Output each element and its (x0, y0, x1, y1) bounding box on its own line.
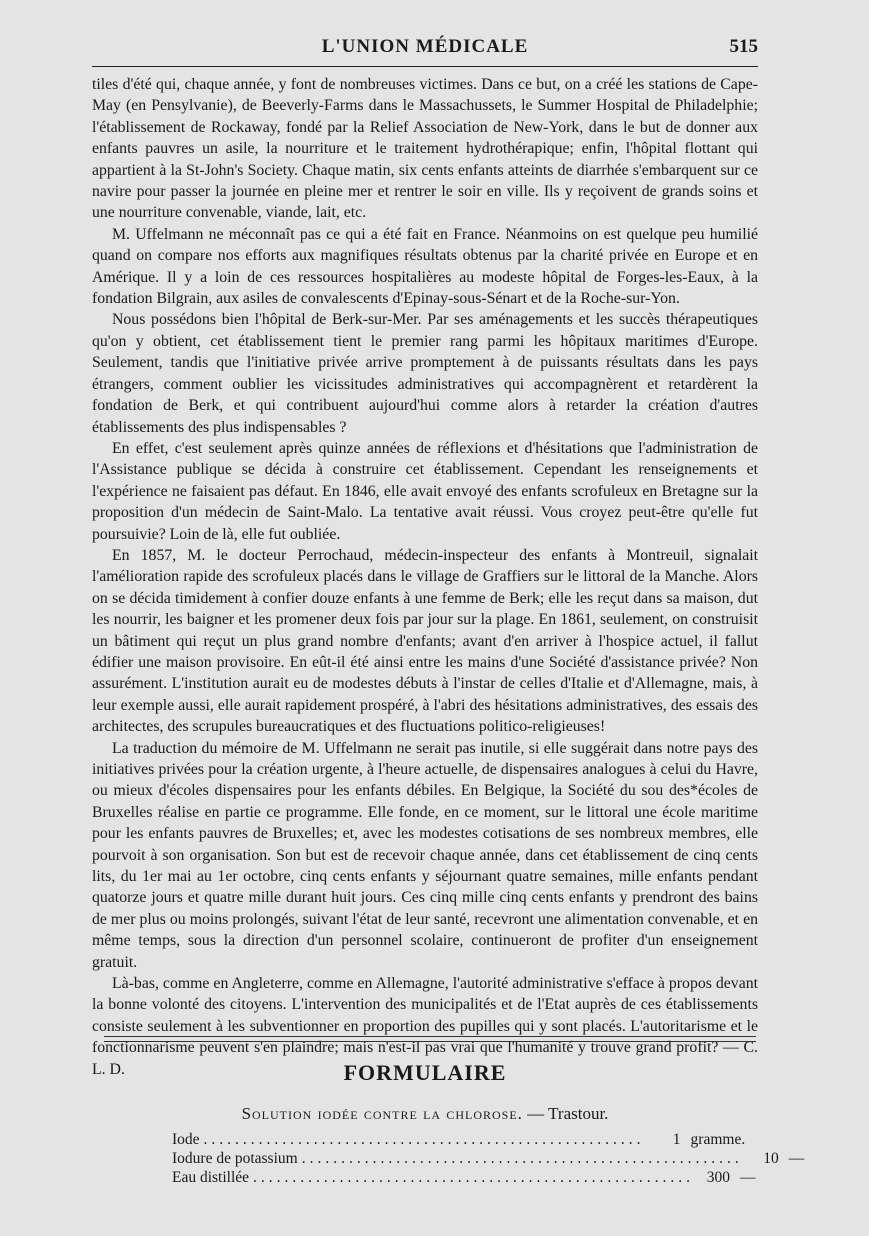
paragraph: M. Uffelmann ne méconnaît pas ce qui a été fait en France. Néanmoins on est quelque peu humilié quand on compare nos efforts aux magnifiques résultats obtenus par la charité privée en Europe et en Amérique. Il y a loin de ces ressources hospitalières au modeste hôpital de Forges-les-Eaux, à la fondation Bilgrain, aux asiles de convalescents d'Epinay-sous-Sénart et de la Roche-sur-Yon. (92, 225, 758, 308)
paragraph: Là-bas, comme en Angleterre, comme en Allemagne, l'autorité administrative s'efface à propos devant la bonne volonté des citoyens. L'intervention des municipalités et de l'Etat auprès de ces établissements consiste seulement à les subventionner en proportion des pupilles qui y sont placés. L'autoritarisme et le fonctionnarisme peuvent s'en plaindre; mais n'est-il pas vrai que l'humanité y trouve grand profit? — C. L. D. (92, 975, 758, 1078)
section-rule-bottom (104, 1041, 756, 1042)
ingredient-name: Iodure de potassium (172, 1150, 298, 1167)
ingredient-name: Eau distillée (172, 1169, 250, 1186)
running-title: L'UNION MÉDICALE (321, 36, 529, 57)
header-rule (92, 66, 758, 67)
ingredient-list (172, 1130, 805, 1187)
paragraph: tiles d'été qui, chaque année, y font de nombreuses victimes. Dans ce but, on a créé les stations de Cape-May (en Pensylvanie), de Beeverly-Farms dans le Massachussets, le Summer Hospital de Philadelphie; l'établissement de Rockaway, fondé par la Relief Association de New-York, dans le but de donner aux enfants pauvres un asile, la nourriture et le traitement hydrothérapique; enfin, l'hôpital flottant qui appartient à la St-John's Society. Chaque matin, six cents enfants atteints de diarrhée s'embarquent sur ce navire pour passer la journée en pleine mer et rentrer le soir en ville. Ils y reçoivent de grands soins et une nourriture convenable, viande, lait, etc. (92, 76, 758, 222)
ingredient-qty: 10 (763, 1150, 779, 1167)
ingredient-qty: 1 (672, 1131, 681, 1148)
paragraph: En 1857, M. le docteur Perrochaud, médecin-inspecteur des enfants à Montreuil, signalait l'amélioration rapide des scrofuleux placés dans le village de Graffiers sur le littoral de la Manche. Alors on se décida timidement à confier douze enfants à une femme de Berk; elle les reçut dans sa maison, dut les nourrir, les baigner et les promener deux fois par jour sur la plage. En 1861, seulement, on construisit un bâtiment qui reçut un plus grand nombre d'enfants; avant d'en arriver à l'hospice actuel, il fallut édifier une maison provisoire. En eût-il été ainsi entre les mains d'une Société d'assistance privée? Non assurément. L'institution aurait eu de modestes débuts à l'instar de celles d'Italie et d'Allemagne, mais, à leur exemple aussi, elle aurait rapidement prospéré, à l'abri des hésitations administratives, des essais des architectes, des scrupules bureaucratiques et des fluctuations politico-religieuses! (92, 546, 758, 736)
recipe-name: Solution iodée contre la chlorose. (241, 1104, 523, 1123)
paragraph: La traduction du mémoire de M. Uffelmann ne serait pas inutile, si elle suggérait dans notre pays des initiatives privées pour la création urgente, à l'heure actuelle, de dispensaires analogues à celui du Havre, ou mieux d'écoles dispensaires pour les enfants débiles. En Belgique, la Société du sou des*écoles de Bruxelles réalise en partie ce programme. Elle fonde, en ce moment, sur le littoral une école maritime pour les enfants pauvres de Bruxelles; et, avec les modestes cotisations de ses nombreux membres, elle pourvoit à son organisation. Son but est de recevoir chaque année, dans cet établissement de cinq cents lits, du 1er mai au 1er octobre, cinq cents enfants y séjournant quatre semaines, mille enfants pendant quatorze jours et quatre mille durant huit jours. Ces cinq mille cinq cents enfants y prendront des bains de mer plus ou moins prolongés, suivant l'état de leur santé, recevront une alimentation convenable, et en même temps, sous la direction d'un personnel scolaire, continueront de profiter d'un enseignement gratuit. (92, 739, 758, 971)
section-rule-top (104, 1036, 756, 1037)
recipe-title (92, 1104, 758, 1124)
leader-dots: ........................................................ (301, 1150, 743, 1167)
page-header (92, 32, 758, 62)
page-number: 515 (729, 36, 758, 57)
leader-dots: ........................................................ (203, 1131, 645, 1148)
article-body (92, 74, 758, 1080)
ingredient-unit: — (740, 1169, 756, 1186)
paragraph: En effet, c'est seulement après quinze années de réflexions et d'hésitations que l'administration de l'Assistance publique se décida à construire cet établissement. Cependant les renseignements et l'expérience ne faisaient pas défaut. En 1846, elle avait envoyé des enfants scrofuleux en Bretagne sur la proposition d'un médecin de Saint-Malo. La tentative avait réussi. Vous croyez peut-être qu'elle fut poursuivie? Loin de là, elle fut oubliée. (92, 439, 758, 543)
ingredient-unit: gramme. (690, 1131, 746, 1148)
ingredient-row (172, 1168, 756, 1187)
ingredient-row (172, 1149, 805, 1168)
ingredient-qty: 300 (706, 1169, 731, 1186)
ingredient-unit: — (788, 1150, 805, 1167)
section-heading: FORMULAIRE (343, 1060, 507, 1085)
recipe-author: — Trastour. (527, 1104, 609, 1123)
ingredient-name: Iode (172, 1131, 200, 1148)
leader-dots: ........................................................ (253, 1169, 695, 1186)
paragraph: Nous possédons bien l'hôpital de Berk-sur-Mer. Par ses aménagements et les succès thérapeutiques qu'on y obtient, cet établissement tient le premier rang parmi les hôpitaux maritimes d'Europe. Seulement, tandis que l'initiative privée arrive promptement à de puissants résultats dans les pays étrangers, comment oublier les vicissitudes administratives qui accompagnèrent et retardèrent la fondation de Berk, et qui contribuent aujourd'hui comme alors à retarder la création d'autres établissements des plus indispensables ? (92, 311, 758, 436)
ingredient-row (172, 1130, 746, 1149)
